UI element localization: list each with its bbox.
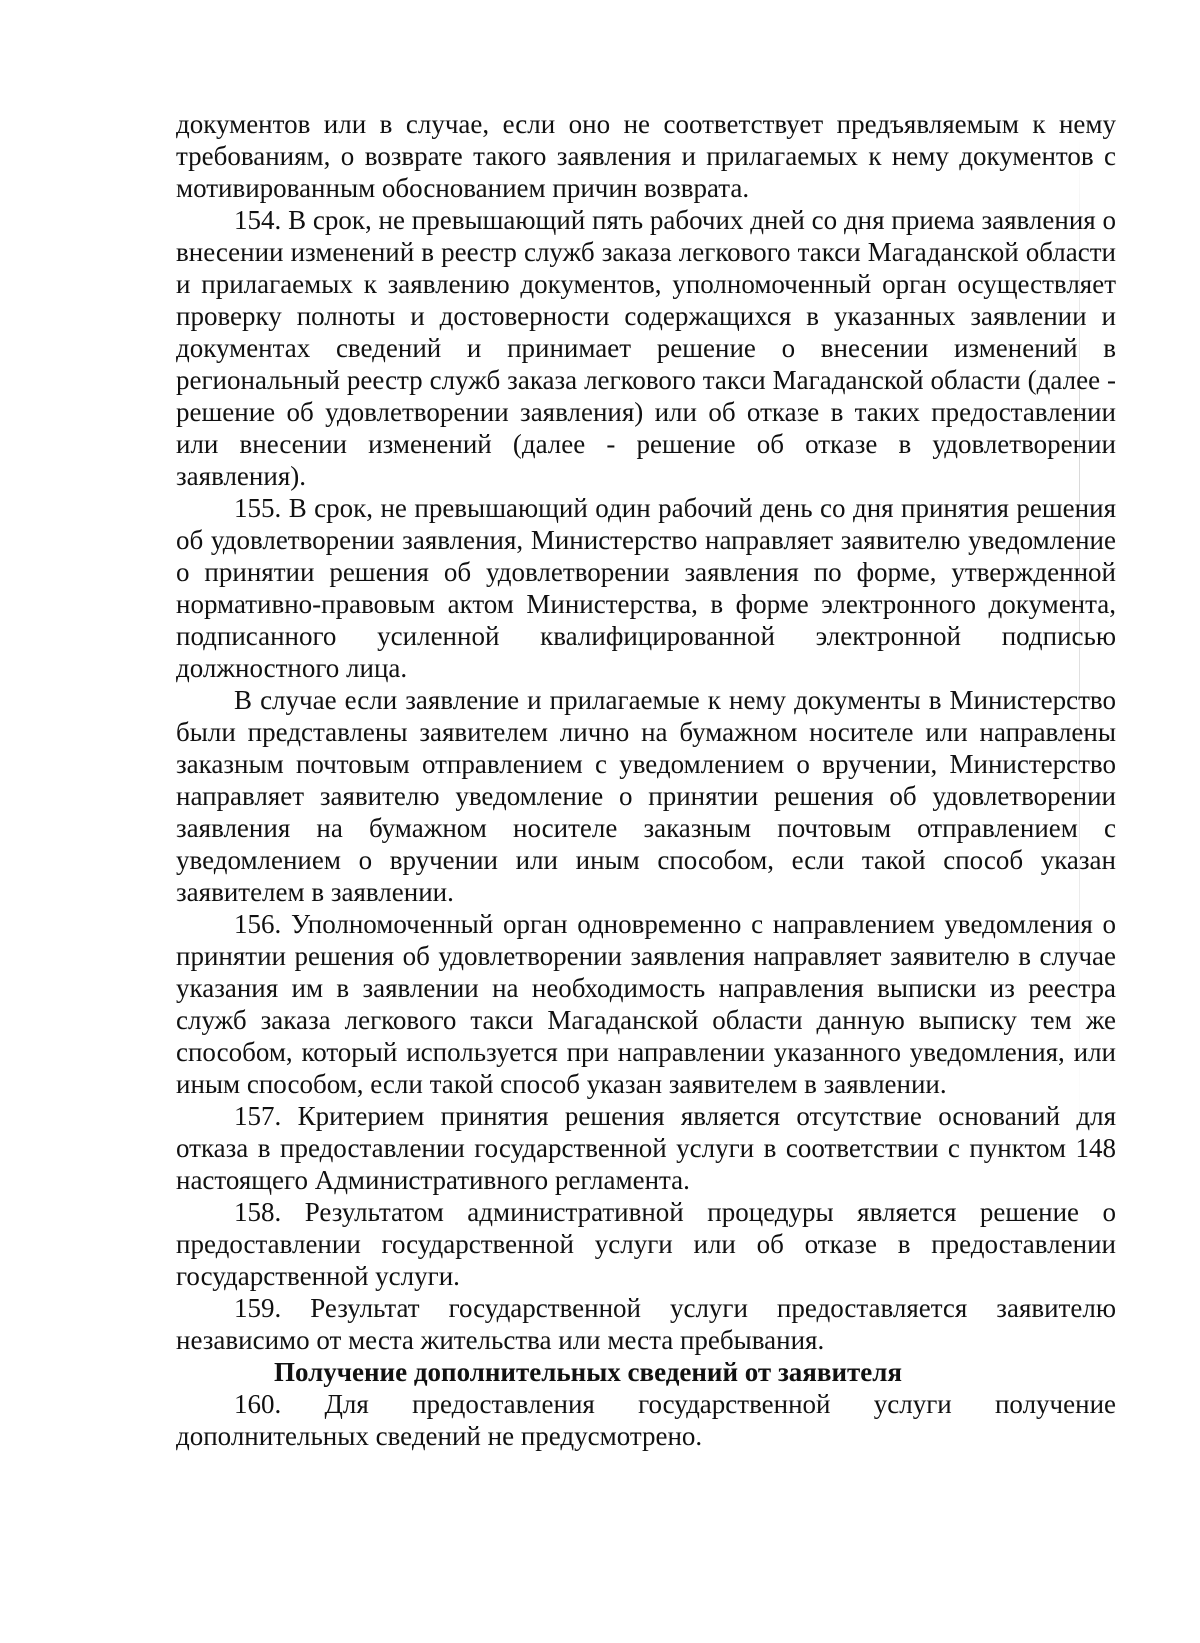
paragraph-155-continued: В случае если заявление и прилагаемые к нему документы в Министерство были представлены заявителем лично на бумажном носителе или направлены заказным почтовым отправлением с уведомлением о вручении, Министерство направляет заявителю уведомление о принятии решения об удовлетворении заявления на бумажном носителе заказным почтовым отправлением с уведомлением о вручении или иным способом, если такой способ указан заявителем в заявлении. [176,685,1116,907]
paragraph-159: 159. Результат государственной услуги предоставляется заявителю независимо от места жительства или места пребывания. [176,1293,1116,1355]
paragraph-156: 156. Уполномоченный орган одновременно с направлением уведомления о принятии решения об удовлетворении заявления направляет заявителю в случае указания им в заявлении на необходимость направления выписки из реестра служб заказа легкового такси Магаданской области данную выписку тем же способом, который используется при направлении указанного уведомления, или иным способом, если такой способ указан заявителем в заявлении. [176,909,1116,1099]
paragraph-157: 157. Критерием принятия решения является отсутствие оснований для отказа в предоставлении государственной услуги в соответствии с пунктом 148 настоящего Административного регламента. [176,1101,1116,1195]
paragraph-154: 154. В срок, не превышающий пять рабочих дней со дня приема заявления о внесении изменений в реестр служб заказа легкового такси Магаданской области и прилагаемых к заявлению документов, уполномоченный орган осуществляет проверку полноты и достоверности содержащихся в указанных заявлении и документах сведений и принимает решение о внесении изменений в региональный реестр служб заказа легкового такси Магаданской области (далее - решение об удовлетворении заявления) или об отказе в таких предоставлении или внесении изменений (далее - решение об отказе в удовлетворении заявления). [176,205,1116,491]
paragraph-continuation: документов или в случае, если оно не соответствует предъявляемым к нему требованиям, о возврате такого заявления и прилагаемых к нему документов с мотивированным обоснованием причин возврата. [176,109,1116,203]
document-body [176,108,1116,1452]
paragraph-155: 155. В срок, не превышающий один рабочий день со дня принятия решения об удовлетворении заявления, Министерство направляет заявителю уведомление о принятии решения об удовлетворении заявления по форме, утвержденной нормативно-правовым актом Министерства, в форме электронного документа, подписанного усиленной квалифицированной электронной подписью должностного лица. [176,493,1116,683]
paragraph-160: 160. Для предоставления государственной услуги получение дополнительных сведений не предусмотрено. [176,1389,1116,1451]
paragraph-158: 158. Результатом административной процедуры является решение о предоставлении государственной услуги или об отказе в предоставлении государственной услуги. [176,1197,1116,1291]
section-heading: Получение дополнительных сведений от заявителя [274,1357,903,1387]
